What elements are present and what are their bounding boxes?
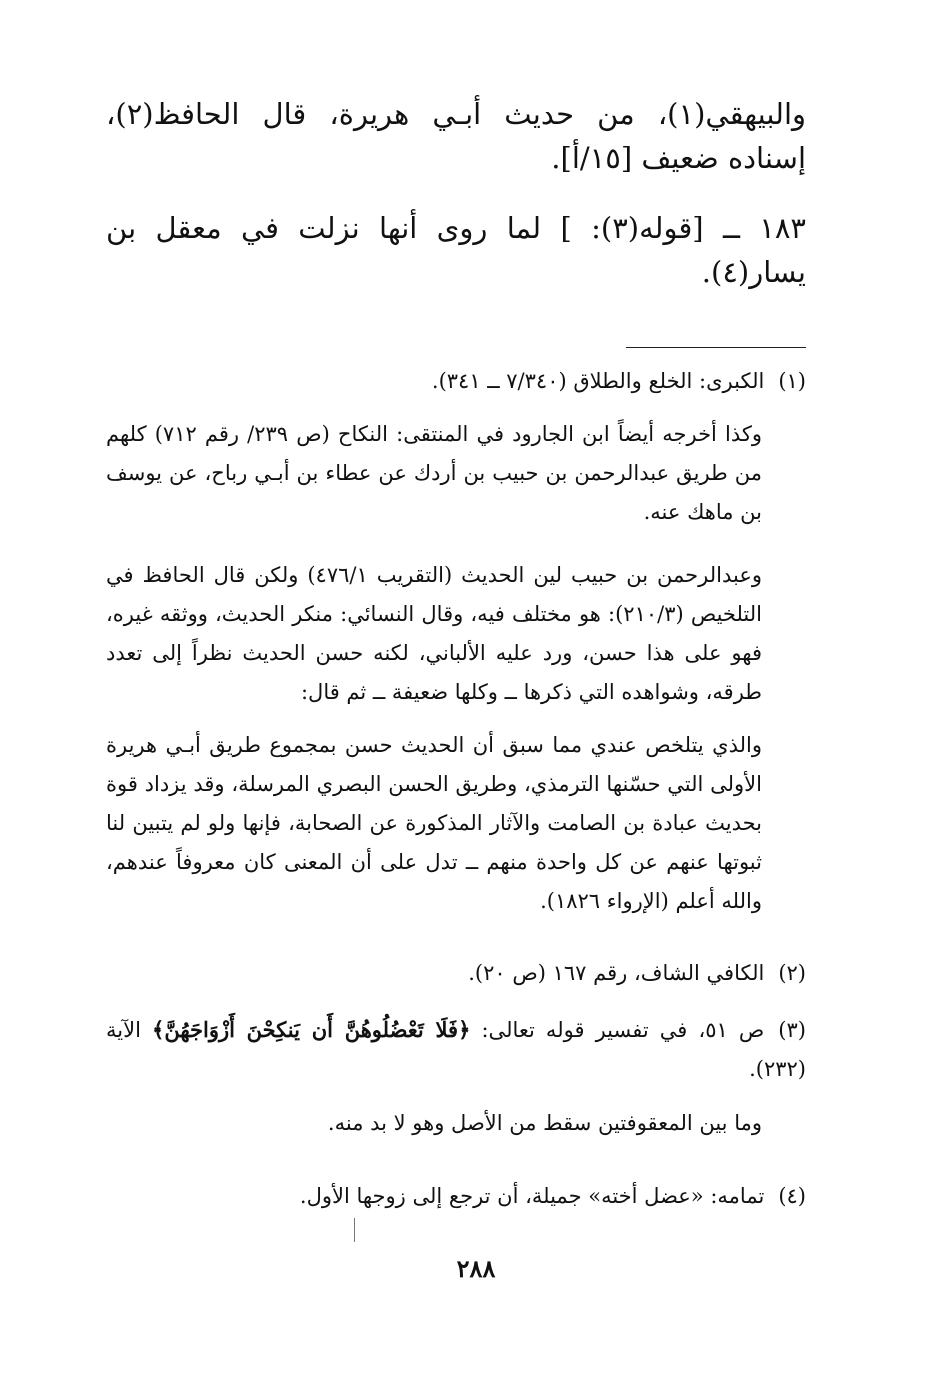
footnote-3 (106, 1010, 806, 1089)
footnote-4-text: تمامه: «عضل أخته» جميلة، أن ترجع إلى زوجها الأول. (299, 1184, 765, 1208)
footnote-2-number: (٢) (778, 961, 806, 985)
footnote-4-number: (٤) (778, 1184, 806, 1208)
footnote-3-text-before: ص ٥١، في تفسير قوله تعالى: (481, 1018, 765, 1042)
footnote-separator (626, 347, 806, 348)
footnote-4 (106, 1177, 806, 1216)
quran-verse: ﴿فَلَا تَعْضُلُوهُنَّ أَن يَنكِحْنَ أَزْوَاجَهُنَّ﴾ (152, 1017, 471, 1042)
footnote-1-text: الكبرى: الخلع والطلاق (٧/٣٤٠ ــ ٣٤١). (431, 369, 765, 393)
footnote-3-number: (٣) (778, 1018, 806, 1042)
page-number: ٢٨٨ (456, 1254, 496, 1283)
footnote-1-paragraph-4: والذي يتلخص عندي مما سبق أن الحديث حسن بمجموع طريق أبـي هريرة الأولى التي حسّنها الترمذي، وطريق الحسن البصري المرسلة، وقد يزداد قوة بحديث عبادة بن الصامت والآثار المذكورة عن الصحابة، فإنها ولو لم يتبين لنا ثبوتها عنهم عن كل واحدة منهم ــ تدل على أن المعنى كان معروفاً عندهم، والله أعلم (الإرواء ١٨٢٦). (106, 733, 762, 913)
footnote-3-paragraph-2: وما بين المعقوفتين سقط من الأصل وهو لا بد منه. (327, 1111, 762, 1135)
main-paragraph-1: والبيهقي(١)، من حديث أبـي هريرة، قال الحافظ(٢)، إسناده ضعيف [١٥/أ]. (106, 97, 806, 175)
footnote-2-text: الكافي الشاف، رقم ١٦٧ (ص ٢٠). (468, 961, 765, 985)
footnote-1 (106, 362, 806, 401)
footnote-3-text-after: الآية (٢٣٢). (106, 1018, 806, 1081)
footnote-1-paragraph-3: وعبدالرحمن بن حبيب لين الحديث (التقريب ٤٧٦/١) ولكن قال الحافظ في التلخيص (٢١٠/٣): هو مختلف فيه، وقال النسائي: منكر الحديث، ووثقه غيره، فهو على هذا حسن، ورد عليه الألباني، لكنه حسن الحديث نظراً إلى تعدد طرقه، وشواهده التي ذكرها ــ وكلها ضعيفة ــ ثم قال: (106, 563, 762, 704)
scan-mark (354, 1218, 355, 1242)
footnote-2 (106, 954, 806, 993)
footnote-1-number: (١) (778, 369, 806, 393)
main-paragraph-2: ١٨٣ ــ [قوله(٣): ] لما روى أنها نزلت في معقل بن يسار(٤). (106, 211, 806, 289)
footnote-1-paragraph-2: وكذا أخرجه أيضاً ابن الجارود في المنتقى: النكاح (ص ٢٣٩/ رقم ٧١٢) كلهم من طريق عبدالرحمن بن حبيب بن أردك عن عطاء بن أبـي رباح، عن يوسف بن ماهك عنه. (106, 422, 762, 524)
